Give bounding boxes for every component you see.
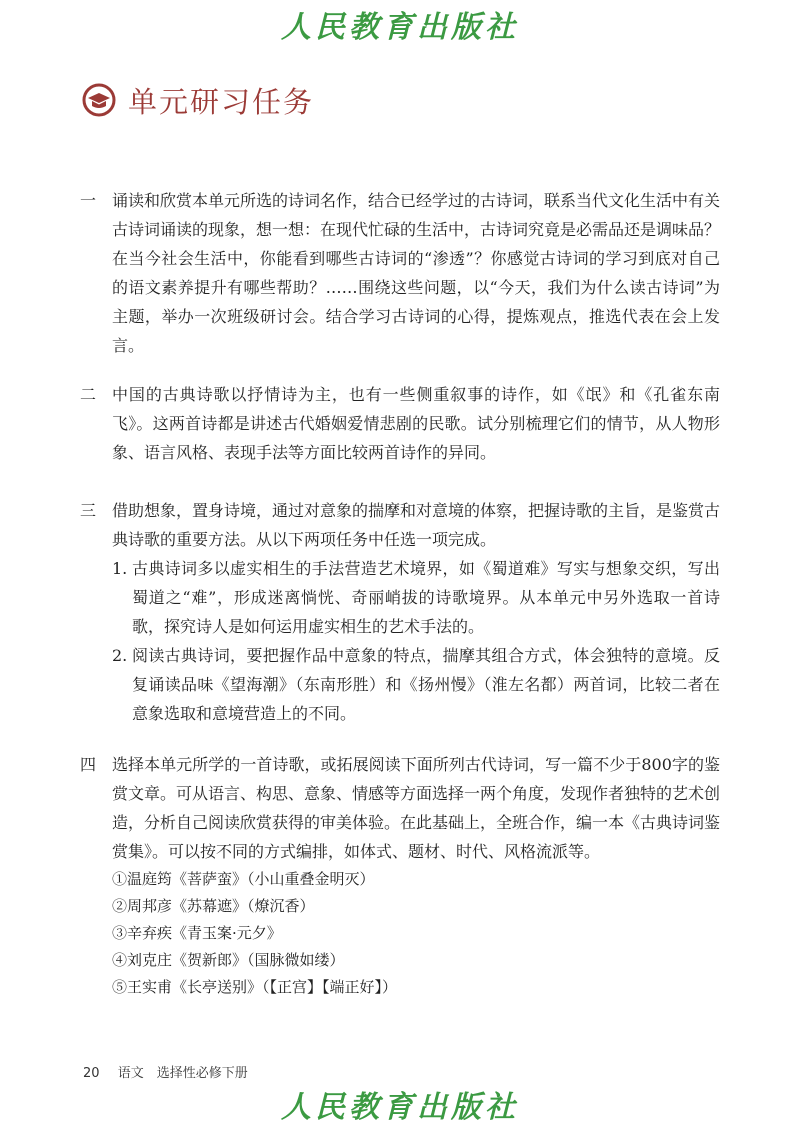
subtask-text: 古典诗词多以虚实相生的手法营造艺术境界，如《蜀道难》写实与想象交织，写出蜀道之“难”，形成迷离惝恍、奇丽峭拔的诗歌境界。从本单元中另外选取一首诗歌，探究诗人是如何运用虚实相生的艺术手法的。 <box>132 559 720 636</box>
task-text: 中国的古典诗歌以抒情诗为主，也有一些侧重叙事的诗作，如《氓》和《孔雀东南飞》。这两首诗都是讲述古代婚姻爱情悲剧的民歌。试分别梳理它们的情节，从人物形象、语言风格、表现手法等方面比较两首诗作的异同。 <box>112 385 720 462</box>
task-number: 二 <box>80 385 97 404</box>
reading-list-item: ①温庭筠《菩萨蛮》（小山重叠金明灭） <box>112 870 375 888</box>
subtask-text: 阅读古典诗词，要把握作品中意象的特点，揣摩其组合方式，体会独特的意境。反复诵读品味《望海潮》（东南形胜）和《扬州慢》（淮左名都）两首词，比较二者在意象选取和意境营造上的不同。 <box>132 646 720 723</box>
subtask-number: 2. <box>112 646 128 665</box>
subtask-number: 1. <box>112 559 128 578</box>
section-title: 单元研习任务 <box>128 84 315 119</box>
task-2 <box>80 380 720 467</box>
task-number: 一 <box>80 191 97 210</box>
task-4 <box>80 750 720 1001</box>
page-footer <box>83 1062 248 1081</box>
task-text: 诵读和欣赏本单元所选的诗词名作，结合已经学过的古诗词，联系当代文化生活中有关古诗词诵读的现象，想一想：在现代忙碌的生活中，古诗词究竟是必需品还是调味品？在当今社会生活中，你能看到哪些古诗词的“渗透”？你感觉古诗词的学习到底对自己的语文素养提升有哪些帮助？……围绕这些问题，以“今天，我们为什么读古诗词”为主题，举办一次班级研讨会。结合学习古诗词的心得，提炼观点，推选代表在会上发言。 <box>112 191 721 355</box>
book-title: 语文 选择性必修下册 <box>117 1066 248 1081</box>
graduation-cap-icon <box>82 83 116 117</box>
task-1 <box>80 186 720 360</box>
reading-list-item: ③辛弃疾《青玉案·元夕》 <box>112 924 282 942</box>
task-text: 借助想象，置身诗境，通过对意象的揣摩和对意境的体察，把握诗歌的主旨，是鉴赏古典诗歌的重要方法。从以下两项任务中任选一项完成。 <box>112 501 721 549</box>
section-header <box>82 78 314 122</box>
task-text: 选择本单元所学的一首诗歌，或拓展阅读下面所列古代诗词，写一篇不少于800字的鉴赏文章。可从语言、构思、意象、情感等方面选择一两个角度，发现作者独特的艺术创造，分析自己阅读欣赏获得的审美体验。在此基础上，全班合作，编一本《古典诗词鉴赏集》。可以按不同的方式编排，如体式、题材、时代、风格流派等。 <box>112 755 721 861</box>
page-number: 20 <box>83 1066 100 1081</box>
subtask-2 <box>112 641 720 728</box>
task-number: 三 <box>80 501 97 520</box>
publisher-watermark-bottom: 人民教育出版社 <box>281 1090 519 1125</box>
subtask-1 <box>112 554 720 641</box>
reading-list-item: ⑤王实甫《长亭送别》（【正宫】【端正好】） <box>112 978 398 996</box>
publisher-watermark-top: 人民教育出版社 <box>281 10 519 45</box>
task-3 <box>80 496 720 728</box>
reading-list-item: ②周邦彦《苏幕遮》（燎沉香） <box>112 897 315 915</box>
reading-list-item: ④刘克庄《贺新郎》（国脉微如缕） <box>112 951 345 969</box>
task-number: 四 <box>80 755 97 774</box>
